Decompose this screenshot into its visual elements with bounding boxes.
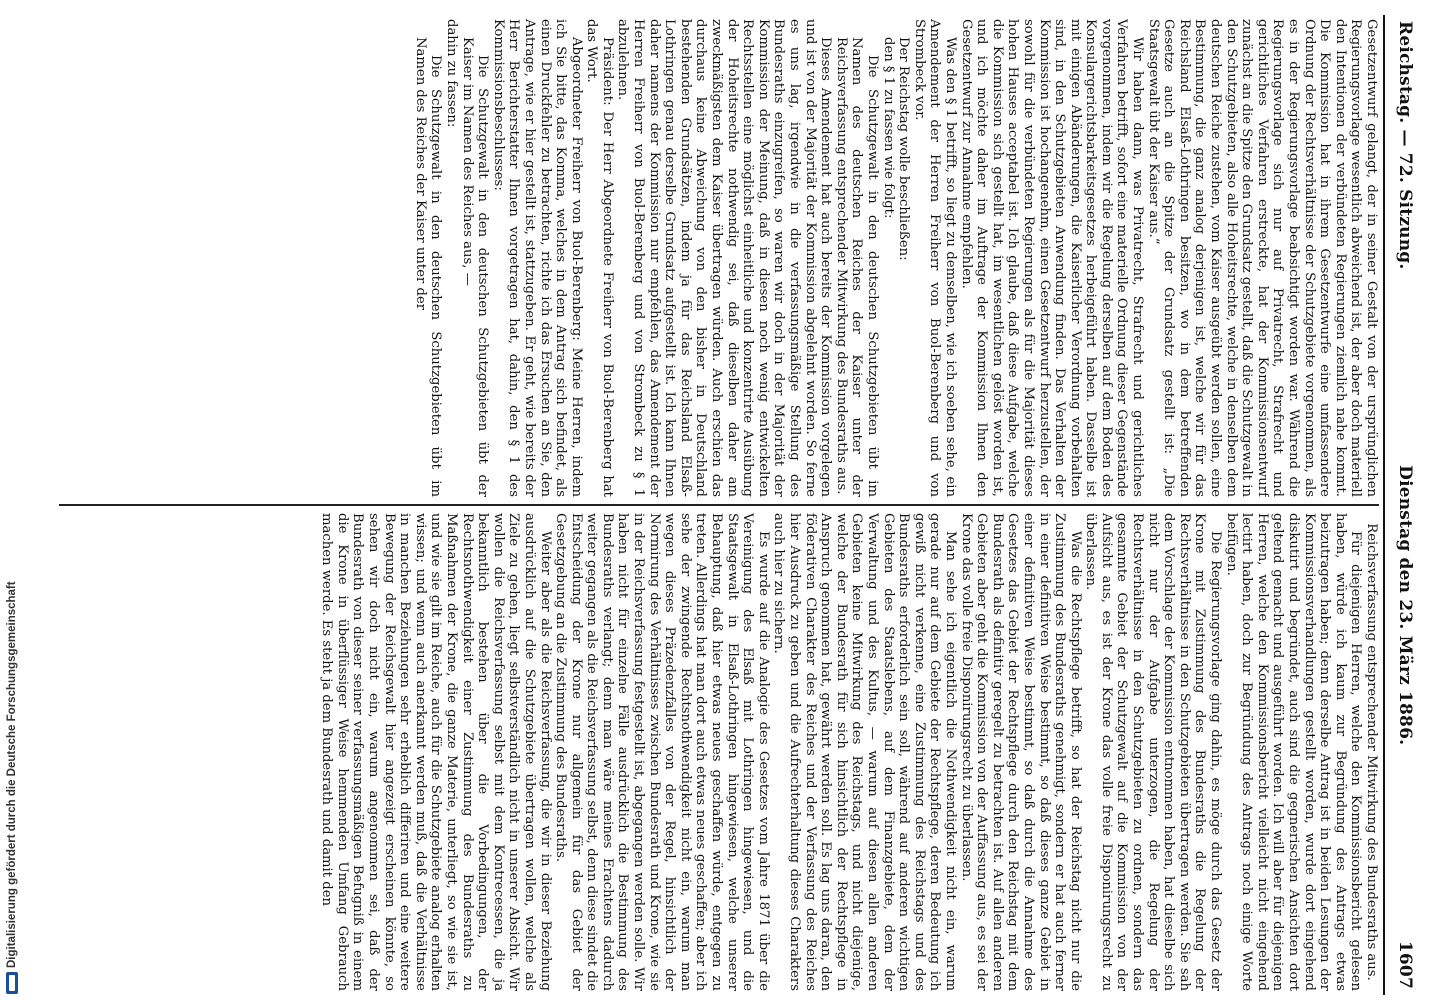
- left-column-paragraph: Präsident: Der Herr Abgeordnete Freiherr von Buol-Berenberg hat das Wort.: [584, 19, 615, 497]
- page-header: [1385, 15, 1425, 995]
- right-column-paragraph: Die Regierungsvorlage ging dahin, es möge durch das Gesetz der Krone mit Zustimmung des Bundesraths die Regelung der Rechtsverhältnisse in den Schutzgebieten übertragen werden. Sie sah dem Vorschlage der Kommission entnommen haben, hat dieselbe sich nicht nur der Aufgabe unterzogen, die Regelung der Rechtsverhältnisse in den Schutzgebieten zu ordnen, sondern das gesammte Gebiet der Schutzgewalt auf die Kommission von der Aufsicht aus, es ist der Krone das volle freie Disponirungsrecht zu überlassen.: [1083, 513, 1224, 991]
- left-column-paragraph: den § 1 zu fassen wie folgt:: [880, 37, 896, 219]
- left-column-paragraph: Abgeordneter Freiherr von Buol-Berenberg: Meine Herren, indem ich Sie bitte, das Komma, welches in dem Antrag sich befindet, als einen Druckfehler zu betrachten, richte ich das Ersuchen an Sie, den Antrage, wie er hier gestellt ist, stattzugeben. Er geht, wie bereits der Herr Berichterstatter Ihnen vorgetragen hat, dahin, den § 1 des Kommissionsbeschlusses:: [490, 19, 584, 497]
- left-column-paragraph: Gesetzentwurf gelangt, der in seiner Gestalt von der ursprünglichen Regierungsvorlage wesentlich abweichend ist, der aber doch materiell den Intentionen der verbündeten Regierungen ziemlich nahe kommt. Die Kommission hat in ihrem Gesetzentwurfe eine umfassendere Ordnung der Rechtsverhältnisse der Schutzgebiete vorgenommen, als es in der Regierungsvorlage beabsichtigt worden war. Während die Regierungsvorlage sich nur auf Privatrecht, Strafrecht und gerichtliches Verfahren erstreckte, hat der Kommissionsentwurf zunächst an die Spitze den Grundsatz gestellt, daß die Schutzgewalt in den Schutzgebieten, also alle Hoheitsrechte, welche in denselben dem deutschen Reiche zustehen, vom Kaiser ausgeübt werden sollen, eine Bestimmung, die ganz analog derjenigen ist, welche wir für das Reichsland Elsaß-Lothringen besitzen, wo in dem betreffenden Gesetze auch an die Spitze der Grundsatz gestellt ist: „Die Staatsgewalt übt der Kaiser aus.“: [1145, 19, 1379, 497]
- right-column-paragraph: Für diejenigen Herren, welche den Kommissionsbericht gelesen haben, würde ich kaum zur Begründung des Antrags etwas beizutragen haben; denn derselbe Antrag ist in beiden Lesungen der Kommissionsverhandlungen gestellt worden, wurde dort eingehend diskutirt und begründet, auch sind die gegnerischen Ansichten dort geltend gemacht und ausgeführt worden. Ich will aber für diejenigen Herren, welche den Kommissionsbericht vielleicht nicht eingehend lectirt haben, doch zur Begründung des Antrags noch einige Worte beifügen.: [1223, 513, 1364, 991]
- left-column-paragraph: Die Schutzgewalt in den deutschen Schutzgebieten übt im Namen des deutschen Reiches der Kaiser unter der Reichsverfassung entsprechender Mitwirkung des Bundesraths aus.: [833, 37, 880, 497]
- rotated-page-content: [55, 15, 1425, 995]
- left-column-paragraph: dahin zu fassen:: [443, 19, 459, 128]
- text-columns: [59, 15, 1379, 995]
- header-session: Reichstag. — 72. Sitzung.: [1395, 21, 1415, 270]
- left-column-paragraph: Was den § 1 betrifft, so liegt zu demselben, wie ich soeben sehe, ein Amendement der Herren Freiherr von Buol-Berenberg und von Strombeck vor.: [911, 19, 958, 497]
- right-column-paragraph: Man sehe ich eigentlich die Nothwendigkeit nicht ein, warum gerade nur auf dem Gebiete der Rechtspflege, deren Bedeutung ich gewiß nicht verkenne, eine Zustimmung des Reichstags und des Bundesraths erforderlich sein soll, während auf anderen wichtigen Gebieten des Staatslebens, auf dem Finanzgebiete, dem der Verwaltung und des Kultus, — warum auf diesen allen anderen Gebieten keine Mitwirkung des Reichstags, und nicht diejenige, welche der Bundesrath für sich hinsichtlich der Rechtspflege in Anspruch genommen hat, gewährt werden soll. Es lag uns daran, den föderativen Charakter des Reiches und der Verfassung des Reiches hier Ausdruck zu geben und die Aufrechterhaltung dieses Charakters auch hier zu sichern.: [771, 513, 958, 991]
- left-column-paragraph: Dieses Amendement hat auch bereits der Kommission vorgelegen und ist von der Majorität der Kommission abgelehnt worden. So ferne es uns lag, irgendwie in die verfassungsmäßige Stellung des Bundesraths einzugreifen, so waren wir doch in der Majorität der Kommission der Meinung, daß in diesen noch wenig entwickelten Rechtsstellen eine möglichst einheitliche und konzentrirte Ausübung der Hoheitsrechte nothwendig sei, daß dieselben daher am zweckmäßigsten dem Kaiser übertragen würden. Auch erschien das durchaus keine Abweichung von den bisher in Deutschland bestehenden Grundsätzen, indem ja für das Reichsland Elsaß-Lothringen genau derselbe Grundsatz aufgestellt ist. Ich kann Ihnen daher namens der Kommission nur empfehlen, das Amendement der Herren Freiherr von Buol-Berenberg und von Strombeck zu § 1 abzulehnen.: [615, 19, 834, 497]
- left-column: [59, 19, 1379, 497]
- left-column-paragraph: Der Reichstag wolle beschließen:: [896, 37, 912, 261]
- funding-strip: [2, 0, 22, 1000]
- header-date: Dienstag den 23. März 1886.: [1395, 465, 1415, 746]
- right-column-paragraph: Es wurde auf die Analogie des Gesetzes vom Jahre 1871 über die Vereinigung des Elsaß mit Lothringen hingewiesen, und die Staatsgewalt in Elsaß-Lothringen hingewiesen, welche unserer Behauptung, daß hier etwas neues geschaffen würde, entgegen zu treten. Allerdings hat man dort auch etwas neues geschaffen; aber ich sehe der zwingende Rechtsnothwendigkeit nicht ein, warum man wegen dieses Präzedenzfalles von der Regel, hinsichtlich der Normirung des Verhältnisses zwischen Bundesrath und Krone, wie sie in der Reichsverfassung festgestellt ist, abgegangen werden solle. Wir haben nicht für einzelne Fälle ausdrücklich die Bestimmung des Bundesraths verlangt; denn man wäre meines Erachtens dadurch weiter gegangen als die Reichsverfassung selbst, denn diese sindet die Entscheidung der Krone nur allgemein für das Gebiet der Gesetzgebung an die Zustimmung des Bundesraths.: [553, 513, 771, 991]
- right-column: [59, 513, 1379, 991]
- left-column-paragraph: Wir haben dann, was Privatrecht, Strafrecht und gerichtliches Verfahren betrifft, sofort eine materielle Ordnung dieser Gegenstände vorgenommen, indem wir die Regelung derselben auf dem Boden des Konsulargerichtsbarkeitsgesetzes herbeigeführt haben. Dasselbe ist mit einigen Abänderungen, die Kaiserlicher Verordnung vorbehalten sind, in den Schutzgebieten Anwendung finden. Das Verhalten der Kommission ist hochangenehm, einen Gesetzentwurf herzustellen, der sowohl für die verbündeten Regierungen als für die Majorität dieses hohen Hauses acceptabel ist. Ich glaube, daß diese Aufgabe, welche die Kommission sich gestellt hat, im wesentlichen gelöst worden ist, und ich möchte daher im Auftrage der Kommission Ihnen den Gesetzentwurf zur Annahme empfehlen.: [958, 19, 1146, 497]
- right-column-paragraph: Was die Rechtspflege betrifft, so hat der Reichstag nicht nur die Zustimmung des Bundesraths genehmigt, sondern er hat auch ferner in einer definitiven Weise bestimmt, so daß dieses ganze Gebiet in einer definitiven Weise bestimmt, so daß durch die Annahme des Gesetzes das Gebiet der Rechtspflege durch den Reichstag mit dem Bundesrath als definitiv geregelt zu betrachten ist. Auf allen anderen Gebieten aber geht die Kommission von der Auffassung aus, es sei der Krone das volle freie Disponirungsrecht zu überlassen.: [958, 513, 1083, 991]
- right-column-paragraph: Reichsverfassung entsprechender Mitwirkung des Bundesraths aus.: [1364, 523, 1379, 981]
- funding-text: Digitalisierung gefördert durch die Deutsche Forschungsgemeinschaft: [6, 581, 18, 968]
- left-column-paragraph: Die Schutzgewalt in den deutschen Schutzgebieten übt der Kaiser im Namen des Reiches aus, —: [459, 37, 491, 497]
- column-divider: [59, 504, 1379, 506]
- header-rule: [1383, 15, 1385, 995]
- page-number: 1607: [1395, 940, 1415, 989]
- left-column-paragraph: Die Schutzgewalt in den deutschen Schutzgebieten übt im Namen des Reiches der Kaiser unter der: [412, 37, 444, 497]
- right-column-paragraph: Weiter aber als die Reichsverfassung, die wir in dieser Beziehung ausdrücklich auf die Schutzgebiete übertragen wollen, welche als Ziele zu gehen, liegt selbstverständlich nicht in unserer Absicht. Wir wollen die Reichsverfassung selbst mit dem Kontrecessen, die ja bekanntlich bestehen über die Vorbedingungen, der Rechtsnothwendigkeit einer Zustimmung des Bundesraths zu Maßnahmen der Krone, die ganze Materie, unterliegt, so wie sie ist, und wie sie gilt im Reiche, auch für die Schutzgebiete analog erhalten wissen; und wenn auch anerkannt werden muß, daß die Verhältnisse in manchen Beziehungen sehr erheblich differiren und eine weitere Bewegung der Reichsgewalt hier angezeigt erscheinen könnte, so sehen wir doch nicht ein, warum angenommen sei, daß der Bundesrath von dieser seiner verfassungsmäßigen Befugniß in einem die Krone in überflüssiger Weise hemmenden Umfang Gebrauch machen werde. Es steht ja dem Bundesrath und damit den: [319, 513, 553, 991]
- dfg-logo-icon: [6, 972, 18, 994]
